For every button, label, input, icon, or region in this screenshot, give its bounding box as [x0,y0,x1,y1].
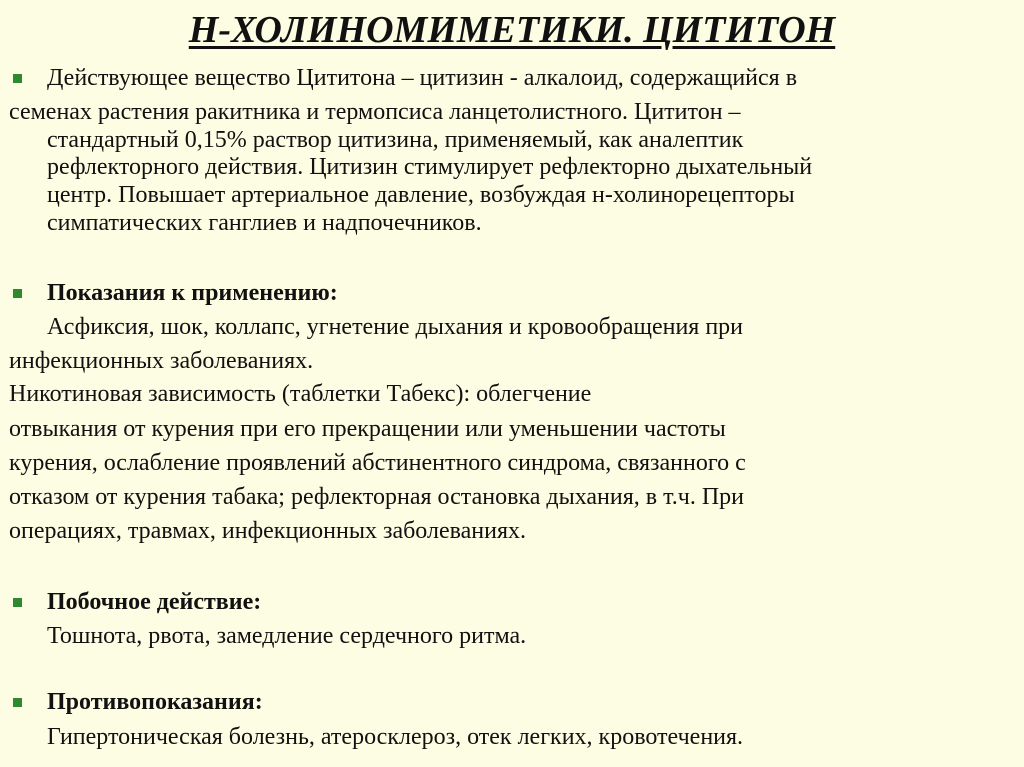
bullet-square-icon [13,698,22,707]
intro-line: Действующее вещество Цититона – цитизин - алкалоид, содержащийся в [47,65,798,91]
page-title: Н-ХОЛИНОМИМЕТИКИ. ЦИТИТОН [188,9,836,51]
side-effects-heading: Побочное действие: [47,589,262,615]
contraindications-heading: Противопоказания: [47,689,263,715]
contraindications-line: Гипертоническая болезнь, атеросклероз, отек легких, кровотечения. [47,724,744,750]
indications-line: курения, ослабление проявлений абстинентного синдрома, связанного с [9,450,746,476]
intro-line: рефлекторного действия. Цитизин стимулирует рефлекторно дыхательный [47,154,813,180]
indications-line: инфекционных заболеваниях. [9,348,314,374]
bullet-square-icon [13,74,22,83]
bullet-square-icon [13,289,22,298]
side-effects-line: Тошнота, рвота, замедление сердечного ритма. [47,623,527,649]
intro-line: стандартный 0,15% раствор цитизина, применяемый, как аналептик [47,127,744,153]
intro-line: семенах растения ракитника и термопсиса ланцетолистного. Цититон – [9,99,741,125]
indications-line: Никотиновая зависимость (таблетки Табекс): облегчение [9,381,592,407]
indications-line: Асфиксия, шок, коллапс, угнетение дыхания и кровообращения при [47,314,744,340]
indications-line: операциях, травмах, инфекционных заболеваниях. [9,518,527,544]
indications-line: отвыкания от курения при его прекращении или уменьшении частоты [9,416,726,442]
indications-line: отказом от курения табака; рефлекторная остановка дыхания, в т.ч. При [9,484,745,510]
indications-heading: Показания к применению: [47,280,338,306]
intro-line: симпатических ганглиев и надпочечников. [47,210,482,236]
intro-line: центр. Повышает артериальное давление, возбуждая н-холинорецепторы [47,182,795,208]
bullet-square-icon [13,598,22,607]
